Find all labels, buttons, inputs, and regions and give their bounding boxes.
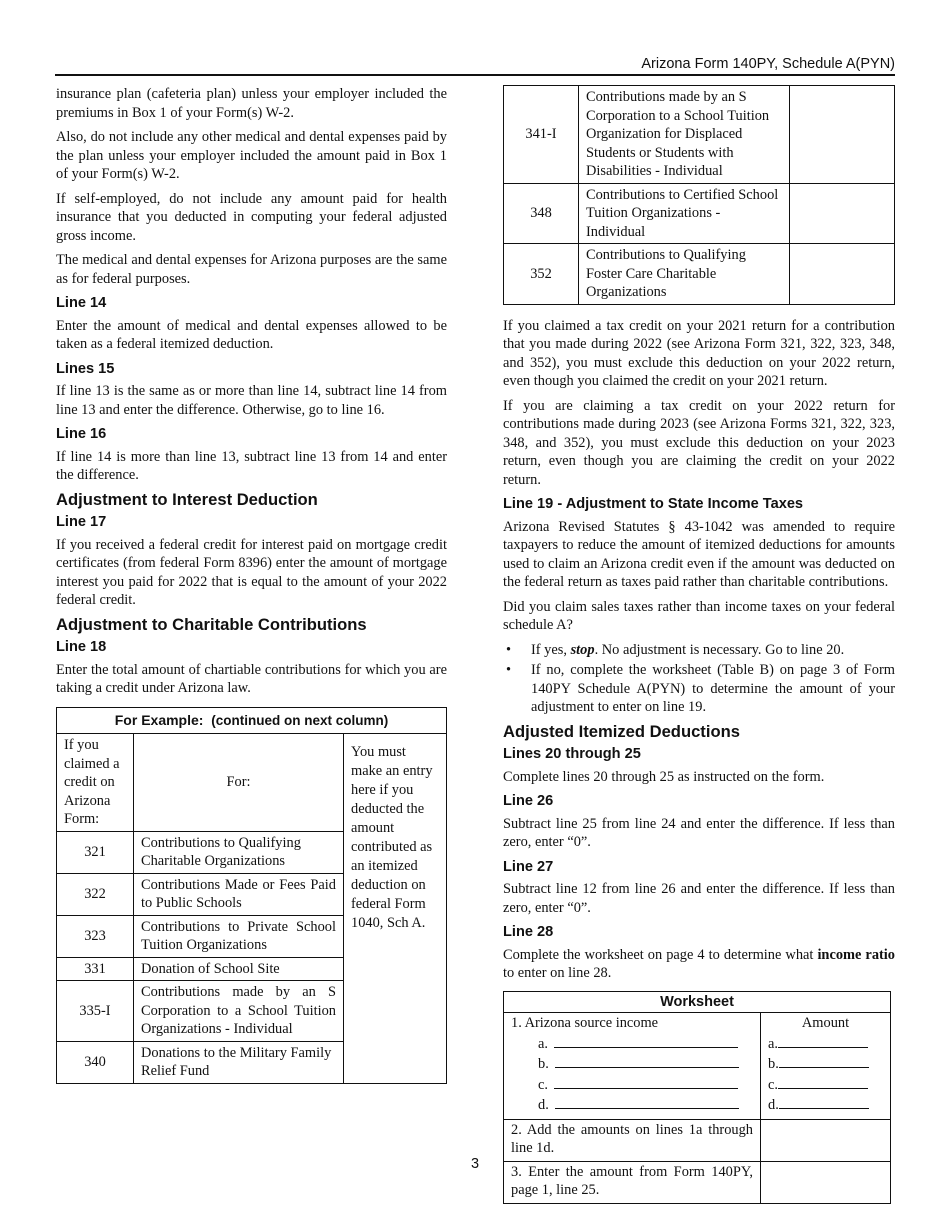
income-a-field[interactable] bbox=[554, 1033, 738, 1048]
table-row: 348 Contributions to Certified School Tuition Organizations - Individual bbox=[504, 183, 895, 244]
line17-heading: Line 17 bbox=[56, 514, 107, 530]
left-column bbox=[56, 85, 447, 1084]
col2-header: For: bbox=[134, 734, 344, 832]
interest-heading: Adjustment to Interest Deduction bbox=[56, 489, 318, 509]
table-row: 322 Contributions Made or Fees Paid to Public Schools bbox=[57, 873, 447, 915]
paragraph: If you claimed a tax credit on your 2021 return for a contribution that you made during 2022 (see Arizona Form 321, 322, 323, 348, and 352), you must exclude this deduction on your 2022 return, even though you claimed the credit on your 2021 return. bbox=[503, 317, 895, 389]
page-number: 3 bbox=[470, 1156, 480, 1172]
income-d-field[interactable] bbox=[555, 1094, 739, 1109]
line15-heading: Lines 15 bbox=[56, 360, 115, 377]
paragraph: Also, do not include any other medical and dental expenses paid by the plan unless your employer included the amount paid in Box 1 of your Form(s) W-2. bbox=[56, 129, 447, 182]
amount-b-field[interactable] bbox=[779, 1053, 869, 1068]
table-row: 341-I Contributions made by an S Corporation to a School Tuition Organization for Displaced Students or Students with Disabilities - Individual bbox=[504, 86, 895, 184]
lines20-text: Complete lines 20 through 25 as instructed on the form. bbox=[503, 768, 825, 785]
income-c-field[interactable] bbox=[554, 1074, 738, 1089]
paragraph: If you are claiming a tax credit on your 2022 return for contributions made during 2023 (see Arizona Forms 321, 322, 323, 348, and 352), you must exclude this deduction on your 2023 return, even though you are claiming the credit on your 2022 return. bbox=[503, 397, 895, 488]
lines20-heading: Lines 20 through 25 bbox=[503, 746, 641, 762]
line14-heading: Line 14 bbox=[56, 295, 107, 311]
line26-heading: Line 26 bbox=[503, 793, 554, 809]
line15-text: If line 13 is the same as or more than line 14, subtract line 14 from line 13 and enter the difference. Otherwise, go to line 16. bbox=[56, 383, 447, 418]
example-table-continued bbox=[503, 85, 895, 305]
col3-note: You must make an entry here if you deducted the amount contributed as an itemized deduction on federal Form 1040, Sch A. bbox=[344, 734, 447, 1084]
table-row: 323 Contributions to Private School Tuition Organizations bbox=[57, 915, 447, 957]
table-row: 340 Donations to the Military Family Relief Fund bbox=[57, 1041, 447, 1083]
paragraph: The medical and dental expenses for Arizona purposes are the same as for federal purposes. bbox=[56, 252, 447, 287]
worksheet-item-3: 3. Enter the amount from Form 140PY, page 1, line 25. bbox=[504, 1161, 761, 1203]
example-table bbox=[56, 707, 447, 1084]
list-item: • If no, complete the worksheet (Table B) on page 3 of Form 140PY Schedule A(PYN) to determine the amount of your adjustment to enter on line 19. bbox=[506, 662, 895, 715]
line19-question: Did you claim sales taxes rather than income taxes on your federal schedule A? bbox=[503, 598, 895, 633]
right-column bbox=[503, 85, 895, 1204]
line16-heading: Line 16 bbox=[56, 426, 107, 442]
header-rule bbox=[55, 74, 895, 76]
paragraph: insurance plan (cafeteria plan) unless your employer included the premiums in Box 1 of your Form(s) W-2. bbox=[56, 86, 447, 121]
line18-text: Enter the total amount of chartiable contributions for which you are taking a credit under Arizona law. bbox=[56, 661, 447, 696]
line19-text: Arizona Revised Statutes § 43-1042 was amended to require taxpayers to reduce the amount of itemized deductions for amounts used to claim an Arizona credit even if the amount was deducted on the federal return as taxes paid rather than charitable contributions. bbox=[503, 518, 895, 590]
amount-a-field[interactable] bbox=[778, 1033, 868, 1048]
charitable-heading: Adjustment to Charitable Contributions bbox=[56, 614, 367, 634]
line18-heading: Line 18 bbox=[56, 639, 107, 655]
line17-text: If you received a federal credit for interest paid on mortgage credit certificates (from federal Form 8396) enter the amount of mortgage interest you paid for 2022 that is equal to the amount of your 2022 federal credit. bbox=[56, 536, 447, 608]
paragraph: If self-employed, do not include any amount paid for health insurance that you deducted in computing your federal adjusted gross income. bbox=[56, 190, 447, 244]
amount-c-field[interactable] bbox=[778, 1074, 868, 1089]
table-row: 321 Contributions to Qualifying Charitable Organizations bbox=[57, 831, 447, 873]
income-b-field[interactable] bbox=[555, 1053, 739, 1068]
line27-heading: Line 27 bbox=[503, 858, 554, 875]
worksheet-item-1: 1. Arizona source income a. b. c. d. bbox=[504, 1013, 761, 1120]
line19-heading: Line 19 - Adjustment to State Income Taxes bbox=[503, 496, 804, 512]
line26-text: Subtract line 25 from line 24 and enter the difference. If less than zero, enter “0”. bbox=[503, 815, 895, 850]
line16-text: If line 14 is more than line 13, subtract line 13 from 14 and enter the difference. bbox=[56, 448, 447, 483]
line28-text: Complete the worksheet on page 4 to determine what income ratio to enter on line 28. bbox=[503, 946, 895, 981]
table-row: 335-I Contributions made by an S Corporation to a School Tuition Organizations - Individual bbox=[57, 981, 447, 1042]
line27-text: Subtract line 12 from line 26 and enter the difference. If less than zero, enter “0”. bbox=[503, 881, 895, 916]
table-row: 331 Donation of School Site bbox=[57, 957, 447, 981]
worksheet-item-2: 2. Add the amounts on lines 1a through line 1d. bbox=[504, 1119, 761, 1161]
col1-header: If you claimed a credit on Arizona Form: bbox=[57, 734, 134, 832]
line14-text: Enter the amount of medical and dental expenses allowed to be taken as a federal itemized deduction. bbox=[56, 317, 447, 352]
table-row: 352 Contributions to Qualifying Foster Care Charitable Organizations bbox=[504, 244, 895, 305]
amount-d-field[interactable] bbox=[779, 1094, 869, 1109]
worksheet-title: Worksheet bbox=[504, 991, 891, 1013]
adjusted-heading: Adjusted Itemized Deductions bbox=[503, 721, 740, 741]
page-header: Arizona Form 140PY, Schedule A(PYN) bbox=[641, 56, 895, 72]
bullet-list bbox=[503, 641, 895, 717]
list-item: • If yes, stop. No adjustment is necessary. Go to line 20. bbox=[506, 641, 845, 658]
example-table-title: For Example: (continued on next column) bbox=[57, 707, 447, 734]
amount-column: Amount a. b. c. d. bbox=[761, 1013, 891, 1120]
line28-heading: Line 28 bbox=[503, 924, 554, 940]
